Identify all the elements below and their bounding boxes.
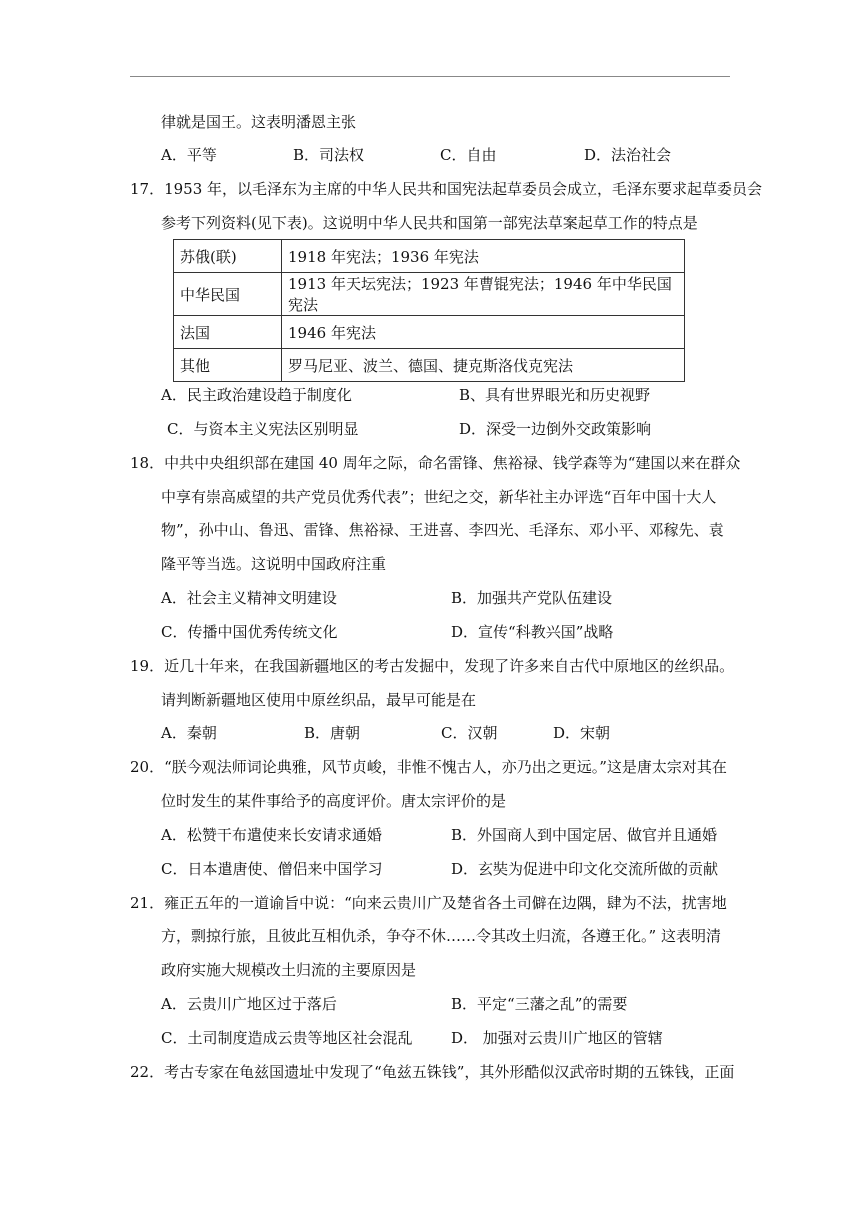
q19-option-a: A．秦朝 xyxy=(161,724,217,742)
q16-option-a: A．平等 xyxy=(161,146,217,164)
q19-stem-line2: 请判断新疆地区使用中原丝织品，最早可能是在 xyxy=(161,691,477,709)
q20-option-d: D．玄奘为促进中印文化交流所做的贡献 xyxy=(451,860,719,878)
q17-stem-line2: 参考下列资料(见下表)。这说明中华人民共和国第一部宪法草案起草工作的特点是 xyxy=(161,214,698,232)
table-row xyxy=(174,349,685,382)
table-cell: 1946 年宪法 xyxy=(282,316,685,349)
q17-option-d: D．深受一边倒外交政策影响 xyxy=(459,420,652,438)
q18-stem-line1: 18．中共中央组织部在建国 40 周年之际，命名雷锋、焦裕禄、钱学森等为“建国以来在群众 xyxy=(130,454,741,472)
constitution-table xyxy=(173,239,685,382)
table-row xyxy=(174,316,685,349)
q16-option-d: D．法治社会 xyxy=(584,146,672,164)
q22-stem-line1: 22．考古专家在龟兹国遗址中发现了“龟兹五铢钱”，其外形酷似汉武帝时期的五铢钱，正面 xyxy=(130,1063,735,1081)
table-cell: 法国 xyxy=(174,316,282,349)
q21-option-c: C．土司制度造成云贵等地区社会混乱 xyxy=(161,1029,413,1047)
q18-option-c: C．传播中国优秀传统文化 xyxy=(161,623,338,641)
table-cell: 罗马尼亚、波兰、德国、捷克斯洛伐克宪法 xyxy=(282,349,685,382)
q21-option-a: A．云贵川广地区过于落后 xyxy=(161,995,337,1013)
q16-text: 律就是国王。这表明潘恩主张 xyxy=(161,113,357,131)
table-cell: 苏俄(联) xyxy=(174,240,282,273)
q19-option-c: C．汉朝 xyxy=(441,724,498,742)
q16-option-c: C．自由 xyxy=(440,146,497,164)
q18-option-d: D．宣传“科教兴国”战略 xyxy=(451,623,614,641)
q18-option-a: A．社会主义精神文明建设 xyxy=(161,589,337,607)
table-cell: 1918 年宪法；1936 年宪法 xyxy=(282,240,685,273)
q21-stem-line1: 21．雍正五年的一道谕旨中说：“向来云贵川广及楚省各土司僻在边隅，肆为不法，扰害地 xyxy=(130,894,727,912)
q16-option-b: B．司法权 xyxy=(293,146,365,164)
table-row xyxy=(174,273,685,316)
q18-stem-line2: 中享有崇高威望的共产党员优秀代表”；世纪之交，新华社主办评选“百年中国十大人 xyxy=(161,488,717,506)
q20-option-c: C．日本遣唐使、僧侣来中国学习 xyxy=(161,860,383,878)
q17-option-b: B、具有世界眼光和历史视野 xyxy=(459,386,651,404)
q20-option-a: A．松赞干布遣使来长安请求通婚 xyxy=(161,826,382,844)
header-rule xyxy=(130,76,730,77)
table-cell: 其他 xyxy=(174,349,282,382)
q21-stem-line2: 方，剽掠行旅，且彼此互相仇杀，争夺不休……令其改土归流，各遵王化。” 这表明清 xyxy=(161,927,721,945)
q17-option-a: A．民主政治建设趋于制度化 xyxy=(161,386,352,404)
q17-stem-line1: 17．1953 年，以毛泽东为主席的中华人民共和国宪法起草委员会成立，毛泽东要求起草委员会 xyxy=(130,180,763,198)
q21-option-d: D． 加强对云贵川广地区的管辖 xyxy=(451,1029,663,1047)
q19-option-b: B．唐朝 xyxy=(304,724,361,742)
q17-option-c: C．与资本主义宪法区别明显 xyxy=(167,420,359,438)
q21-stem-line3: 政府实施大规模改土归流的主要原因是 xyxy=(161,961,417,979)
q19-stem-line1: 19．近几十年来，在我国新疆地区的考古发掘中，发现了许多来自古代中原地区的丝织品。 xyxy=(130,657,735,675)
q18-option-b: B．加强共产党队伍建设 xyxy=(451,589,613,607)
table-row xyxy=(174,240,685,273)
table-cell: 1913 年天坛宪法；1923 年曹锟宪法；1946 年中华民国宪法 xyxy=(282,273,685,316)
q20-stem-line2: 位时发生的某件事给予的高度评价。唐太宗评价的是 xyxy=(161,792,507,810)
q18-stem-line4: 隆平等当选。这说明中国政府注重 xyxy=(161,555,387,573)
q20-option-b: B．外国商人到中国定居、做官并且通婚 xyxy=(451,826,718,844)
q20-stem-line1: 20．“朕今观法师词论典雅，风节贞峻，非惟不愧古人，亦乃出之更远。”这是唐太宗对其在 xyxy=(130,758,727,776)
q21-option-b: B．平定“三藩之乱”的需要 xyxy=(451,995,628,1013)
q18-stem-line3: 物”，孙中山、鲁迅、雷锋、焦裕禄、王进喜、李四光、毛泽东、邓小平、邓稼先、袁 xyxy=(161,521,724,539)
q19-option-d: D．宋朝 xyxy=(553,724,611,742)
table-cell: 中华民国 xyxy=(174,273,282,316)
